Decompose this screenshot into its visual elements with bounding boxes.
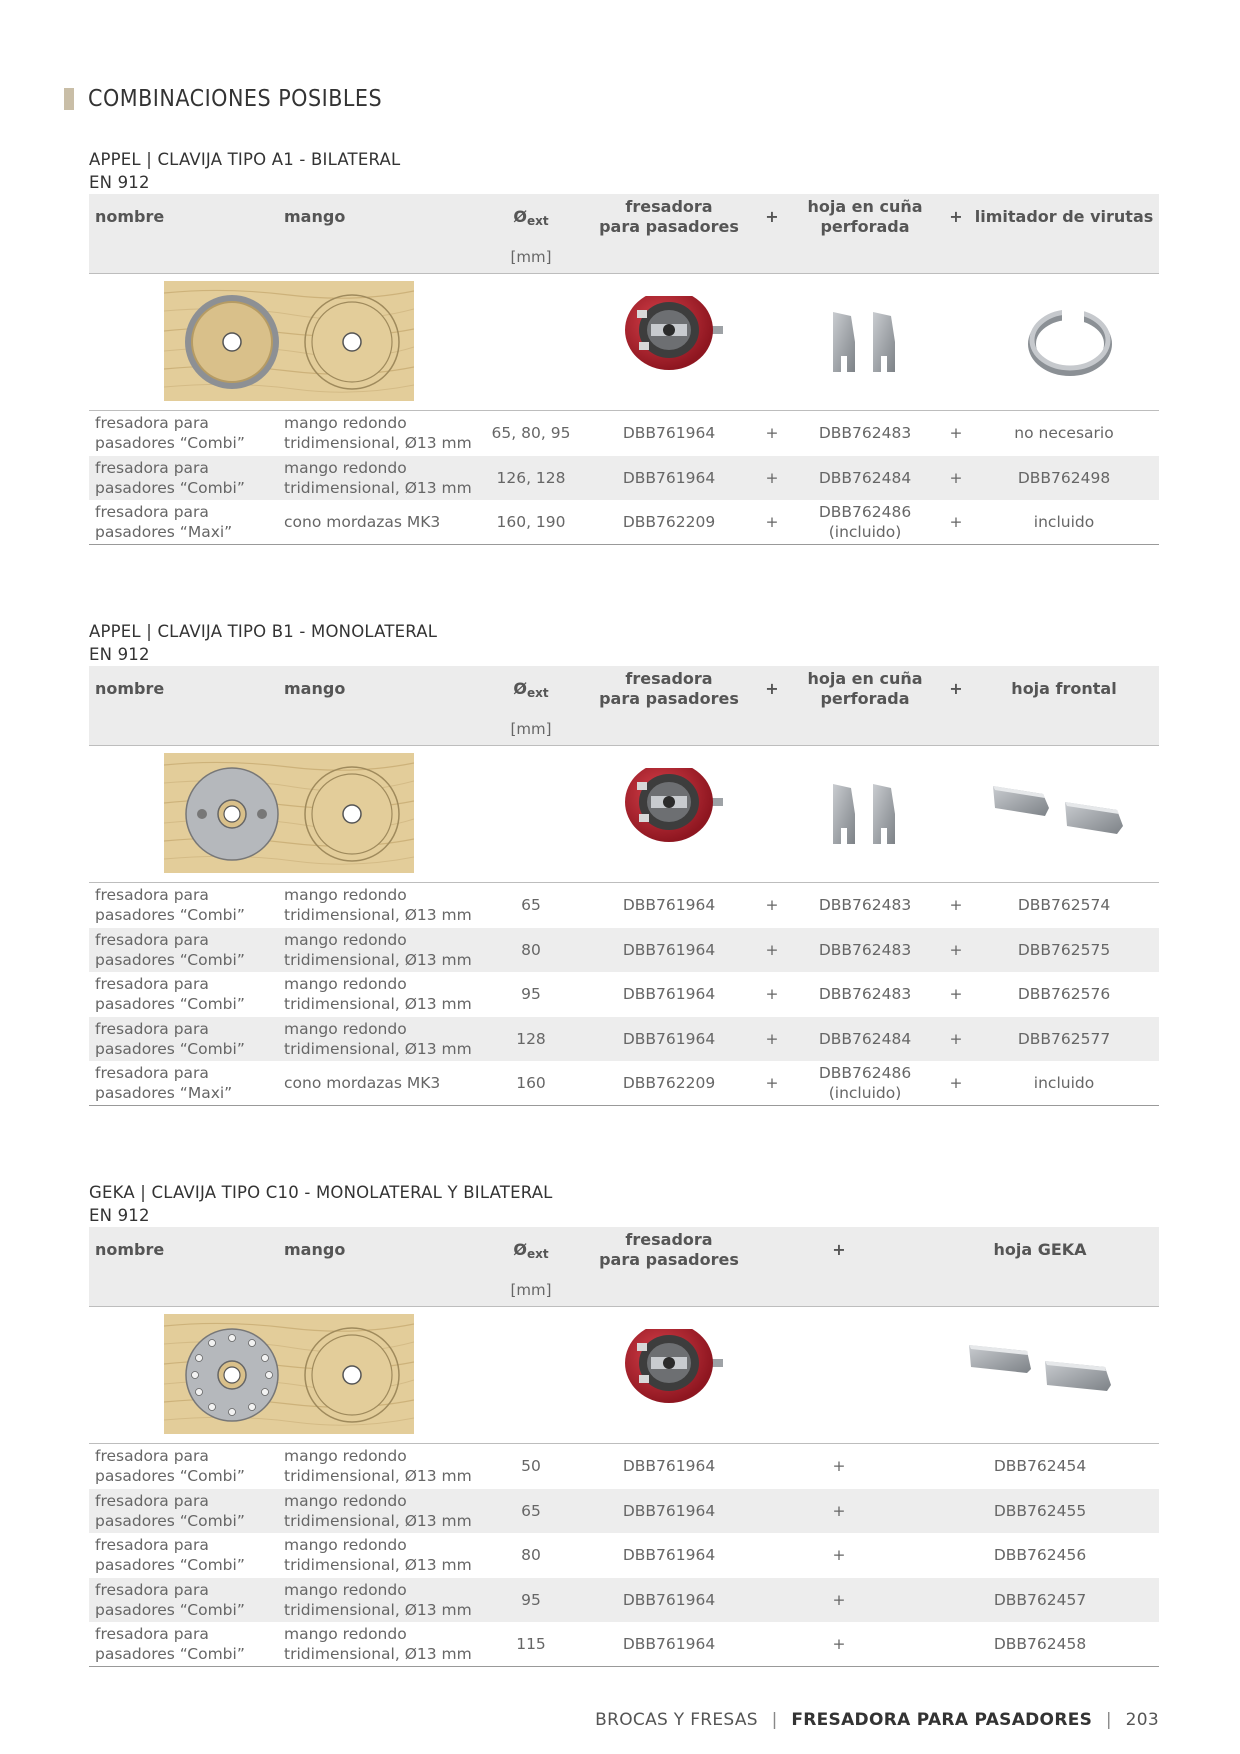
- header-fresadora: fresadora para pasadores: [599, 1230, 739, 1269]
- dowel-connector-illustration: [164, 1314, 414, 1434]
- dowel-connector-illustration: [164, 753, 414, 873]
- section-title: APPEL | CLAVIJA TIPO B1 - MONOLATERAL EN 912: [89, 622, 438, 664]
- dowel-cutter-icon: [617, 768, 727, 848]
- table-row: fresadora para pasadores “Combi” mango redondo tridimensional, Ø13 mm 65, 80, 95 DBB761964 + DBB762483 + no necesario: [95, 414, 1114, 453]
- chip-limiter-icon: [1026, 306, 1116, 382]
- table-header: [89, 194, 1159, 274]
- section-appel-a1: [89, 148, 1159, 545]
- header-plus: +: [765, 679, 779, 698]
- footer-category: BROCAS Y FRESAS: [595, 1710, 758, 1730]
- front-blade-icon: [989, 780, 1129, 840]
- table-body: [89, 883, 1159, 1106]
- header-plus: +: [949, 207, 963, 226]
- table-header: [89, 1227, 1159, 1307]
- table-row: fresadora para pasadores “Combi” mango redondo tridimensional, Ø13 mm 50 DBB761964 + DBB762454: [95, 1447, 1087, 1486]
- header-mango: mango: [284, 1240, 346, 1259]
- header-fresadora: fresadora para pasadores: [599, 669, 739, 708]
- section-geka-c10: [89, 1181, 1159, 1667]
- geka-blade-icon: [965, 1339, 1115, 1403]
- section-title: GEKA | CLAVIJA TIPO C10 - MONOLATERAL Y BILATERAL EN 912: [89, 1183, 553, 1225]
- header-plus: +: [949, 679, 963, 698]
- table-row: fresadora para pasadores “Combi” mango redondo tridimensional, Ø13 mm 80 DBB761964 + DBB762456: [95, 1536, 1087, 1575]
- dowel-cutter-icon: [617, 296, 727, 376]
- header-unit: [mm]: [510, 720, 552, 738]
- table-header: [89, 666, 1159, 746]
- header-plus: +: [765, 207, 779, 226]
- wedge-blade-icon: [825, 312, 905, 376]
- page-footer: [595, 1710, 1159, 1730]
- footer-separator: |: [771, 1710, 778, 1730]
- footer-product: FRESADORA PARA PASADORES: [791, 1710, 1093, 1730]
- table-row: fresadora para pasadores “Combi” mango redondo tridimensional, Ø13 mm 128 DBB761964 + DBB762484 + DBB762577: [89, 1017, 1159, 1062]
- page-title-text: COMBINACIONES POSIBLES: [88, 86, 383, 112]
- dowel-cutter-icon: [617, 1329, 727, 1409]
- table-row: fresadora para pasadores “Combi” mango redondo tridimensional, Ø13 mm 65 DBB761964 + DBB762483 + DBB762574: [95, 886, 1111, 925]
- header-hoja: hoja en cuña perforada: [807, 669, 923, 708]
- header-hoja-frontal: hoja frontal: [1011, 679, 1117, 698]
- header-fresadora: fresadora para pasadores: [599, 197, 739, 236]
- table-row: fresadora para pasadores “Combi” mango redondo tridimensional, Ø13 mm 95 DBB761964 + DBB762457: [89, 1578, 1159, 1623]
- header-nombre: nombre: [95, 679, 165, 698]
- header-unit: [mm]: [510, 248, 552, 266]
- table-row: fresadora para pasadores “Combi” mango redondo tridimensional, Ø13 mm 65 DBB761964 + DBB762455: [89, 1489, 1159, 1534]
- header-plus: +: [832, 1240, 846, 1259]
- header-unit: [mm]: [510, 1281, 552, 1299]
- table-row: fresadora para pasadores “Combi” mango redondo tridimensional, Ø13 mm 115 DBB761964 + DBB762458: [89, 1622, 1159, 1667]
- header-mango: mango: [284, 207, 346, 226]
- table-row: fresadora para pasadores “Combi” mango redondo tridimensional, Ø13 mm 80 DBB761964 + DBB762483 + DBB762575: [89, 928, 1159, 973]
- table-body: [89, 411, 1159, 545]
- header-limitador: limitador de virutas: [974, 207, 1154, 226]
- table-row: fresadora para pasadores “Combi” mango redondo tridimensional, Ø13 mm 95 DBB761964 + DBB762483 + DBB762576: [95, 975, 1111, 1014]
- table-row: fresadora para pasadores “Maxi” cono mordazas MK3 160 DBB762209 + DBB762486 (incluido) + incluido: [89, 1061, 1159, 1106]
- header-diam: $Ø_{ext}$: [513, 679, 549, 700]
- footer-separator: |: [1105, 1710, 1112, 1730]
- header-nombre: nombre: [95, 1240, 165, 1259]
- title-accent-bar: [64, 88, 74, 110]
- product-image-row: [89, 746, 1159, 883]
- product-image-row: [89, 1307, 1159, 1444]
- wedge-blade-icon: [825, 784, 905, 848]
- header-hoja: hoja en cuña perforada: [807, 197, 923, 236]
- dowel-connector-illustration: [164, 281, 414, 401]
- section-appel-b1: [89, 620, 1159, 1106]
- header-mango: mango: [284, 679, 346, 698]
- product-image-row: [89, 274, 1159, 411]
- table-body: [89, 1444, 1159, 1667]
- header-diam: $Ø_{ext}$: [513, 1240, 549, 1261]
- header-diam: $Ø_{ext}$: [513, 207, 549, 228]
- page-title: [64, 84, 382, 114]
- table-row: fresadora para pasadores “Combi” mango redondo tridimensional, Ø13 mm 126, 128 DBB761964 + DBB762484 + DBB762498: [89, 456, 1159, 501]
- header-nombre: nombre: [95, 207, 165, 226]
- section-title: APPEL | CLAVIJA TIPO A1 - BILATERAL EN 912: [89, 150, 401, 192]
- header-hoja-geka: hoja GEKA: [993, 1240, 1087, 1259]
- table-row: fresadora para pasadores “Maxi” cono mordazas MK3 160, 190 DBB762209 + DBB762486 (incluido) + incluido: [89, 500, 1159, 545]
- page-number: 203: [1125, 1710, 1159, 1730]
